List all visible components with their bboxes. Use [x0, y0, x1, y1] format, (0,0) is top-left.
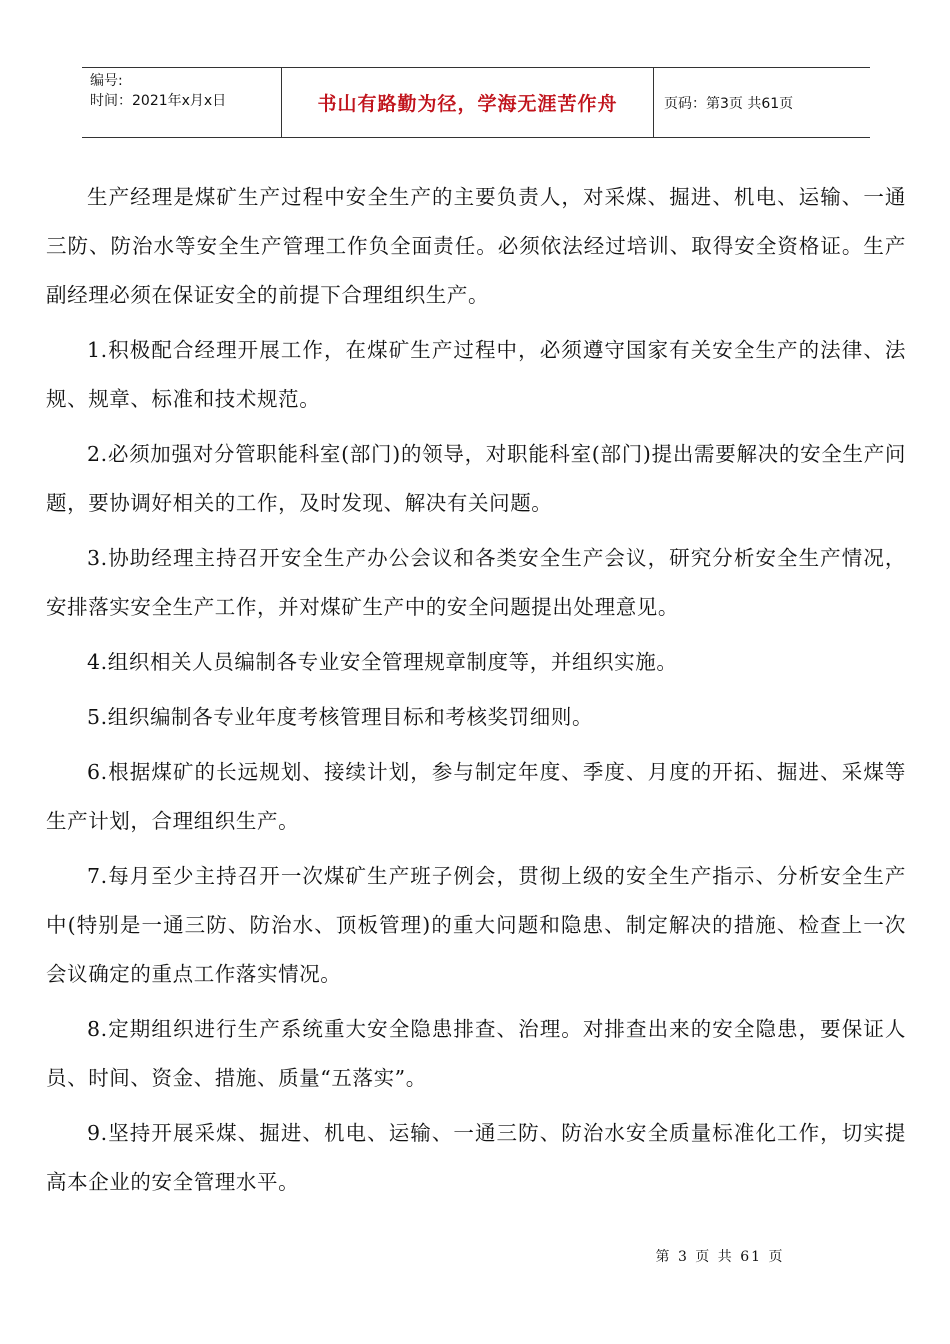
document-header: [82, 67, 870, 138]
paragraph-item-6: 6.根据煤矿的长远规划、接续计划，参与制定年度、季度、月度的开拓、掘进、采煤等生产计划，合理组织生产。: [46, 760, 906, 833]
paragraph-item-1: 1.积极配合经理开展工作，在煤矿生产过程中，必须遵守国家有关安全生产的法律、法规、规章、标准和技术规范。: [46, 338, 906, 411]
document-body: [46, 173, 906, 1213]
paragraph-item-2: 2.必须加强对分管职能科室(部门)的领导，对职能科室(部门)提出需要解决的安全生产问题，要协调好相关的工作，及时发现、解决有关问题。: [46, 442, 906, 515]
paragraph-item-8: 8.定期组织进行生产系统重大安全隐患排查、治理。对排查出来的安全隐患，要保证人员、时间、资金、措施、质量“五落实”。: [46, 1017, 906, 1090]
paragraph-item-9: 9.坚持开展采煤、掘进、机电、运输、一通三防、防治水安全质量标准化工作，切实提高本企业的安全管理水平。: [46, 1121, 906, 1194]
document-time: 时间：2021年x月x日: [90, 93, 227, 109]
header-page-info: 页码：第3页 共61页: [664, 95, 794, 112]
paragraph-item-3: 3.协助经理主持召开安全生产办公会议和各类安全生产会议，研究分析安全生产情况，安排落实安全生产工作，并对煤矿生产中的安全问题提出处理意见。: [46, 546, 906, 619]
page-footer: 第 3 页 共 61 页: [655, 1249, 785, 1265]
document-number-label: 编号:: [90, 73, 123, 89]
header-meta: [82, 68, 282, 137]
header-motto: 书山有路勤为径，学海无涯苦作舟: [282, 68, 654, 137]
paragraph-item-7: 7.每月至少主持召开一次煤矿生产班子例会，贯彻上级的安全生产指示、分析安全生产中(特别是一通三防、防治水、顶板管理)的重大问题和隐患、制定解决的措施、检查上一次会议确定的重点工作落实情况。: [46, 864, 906, 986]
paragraph-item-5: 5.组织编制各专业年度考核管理目标和考核奖罚细则。: [87, 705, 594, 729]
paragraph-item-4: 4.组织相关人员编制各专业安全管理规章制度等，并组织实施。: [87, 650, 678, 674]
paragraph-intro: 生产经理是煤矿生产过程中安全生产的主要负责人，对采煤、掘进、机电、运输、一通三防、防治水等安全生产管理工作负全面责任。必须依法经过培训、取得安全资格证。生产副经理必须在保证安全的前提下合理组织生产。: [46, 185, 906, 307]
